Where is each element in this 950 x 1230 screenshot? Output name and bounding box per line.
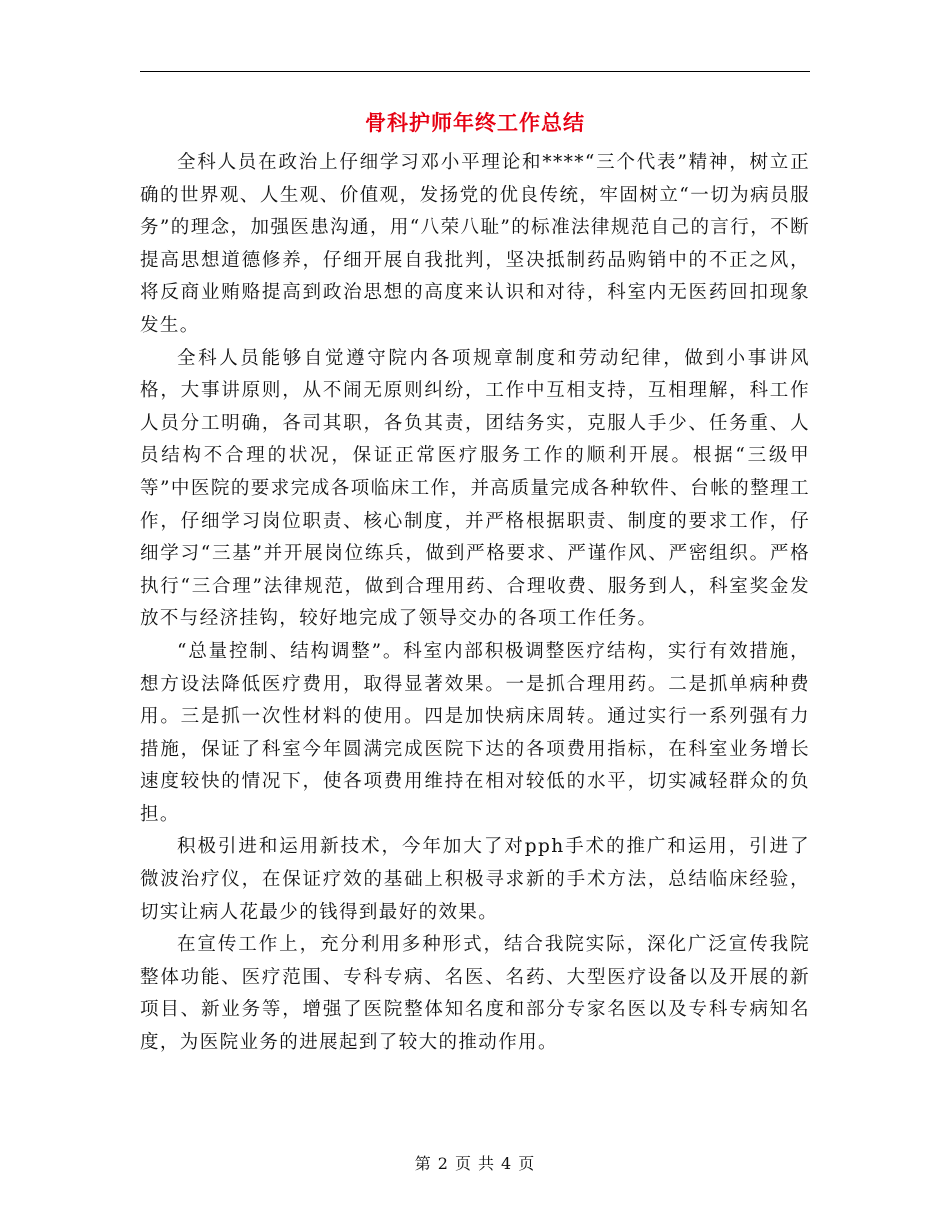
page-number: 2 [437,1154,449,1173]
paragraph-cost-control: “总量控制、结构调整”。科室内部积极调整医疗结构，实行有效措施，想方设法降低医疗费用，取得显著效果。一是抓合理用药。二是抓单病种费用。三是抓一次性材料的使用。四是加快病床周转。通过实行一系列强有力措施，保证了科室今年圆满完成医院下达的各项费用指标，在科室业务增长速度较快的情况下，使各项费用维持在相对较低的水平，切实减轻群众的负担。 [140,640,810,825]
page-mid: 页 [454,1154,472,1173]
page-total-prefix: 共 [478,1154,496,1173]
page-suffix: 页 [518,1154,536,1173]
paragraph-politics: 全科人员在政治上仔细学习邓小平理论和****“三个代表”精神，树立正确的世界观、人生观、价值观，发扬党的优良传统，牢固树立“一切为病员服务”的理念，加强医患沟通，用“八荣八耻”的标准法律规范自己的言行，不断提高思想道德修养，仔细开展自我批判，坚决抵制药品购销中的不正之风，将反商业贿赂提高到政治思想的高度来认识和对待，科室内无医药回扣现象发生。 [140,152,810,336]
header-rule [140,71,810,72]
paragraph-new-technology: 积极引进和运用新技术，今年加大了对pph手术的推广和运用，引进了微波治疗仪，在保证疗效的基础上积极寻求新的手术方法，总结临床经验，切实让病人花最少的钱得到最好的效果。 [140,836,810,923]
page-total: 4 [501,1154,513,1173]
document-title: 骨科护师年终工作总结 [365,110,585,135]
document-body [140,147,810,1060]
paragraph-publicity: 在宣传工作上，充分利用多种形式，结合我院实际，深化广泛宣传我院整体功能、医疗范围、专科专病、名医、名药、大型医疗设备以及开展的新项目、新业务等，增强了医院整体知名度和部分专家名医以及专科专病知名度，为医院业务的进展起到了较大的推动作用。 [140,934,810,1054]
paragraph-discipline: 全科人员能够自觉遵守院内各项规章制度和劳动纪律，做到小事讲风格，大事讲原则，从不闹无原则纠纷，工作中互相支持，互相理解，科工作人员分工明确，各司其职，各负其责，团结务实，克服人手少、任务重、人员结构不合理的状况，保证正常医疗服务工作的顺利开展。根据“三级甲等”中医院的要求完成各项临床工作，并高质量完成各种软件、台帐的整理工作，仔细学习岗位职责、核心制度，并严格根据职责、制度的要求工作，仔细学习“三基”并开展岗位练兵，做到严格要求、严谨作风、严密组织。严格执行“三合理”法律规范，做到合理用药、合理收费、服务到人，科室奖金发放不与经济挂钩，较好地完成了领导交办的各项工作任务。 [140,347,810,630]
page-prefix: 第 [414,1154,432,1173]
page-footer [0,1153,950,1175]
